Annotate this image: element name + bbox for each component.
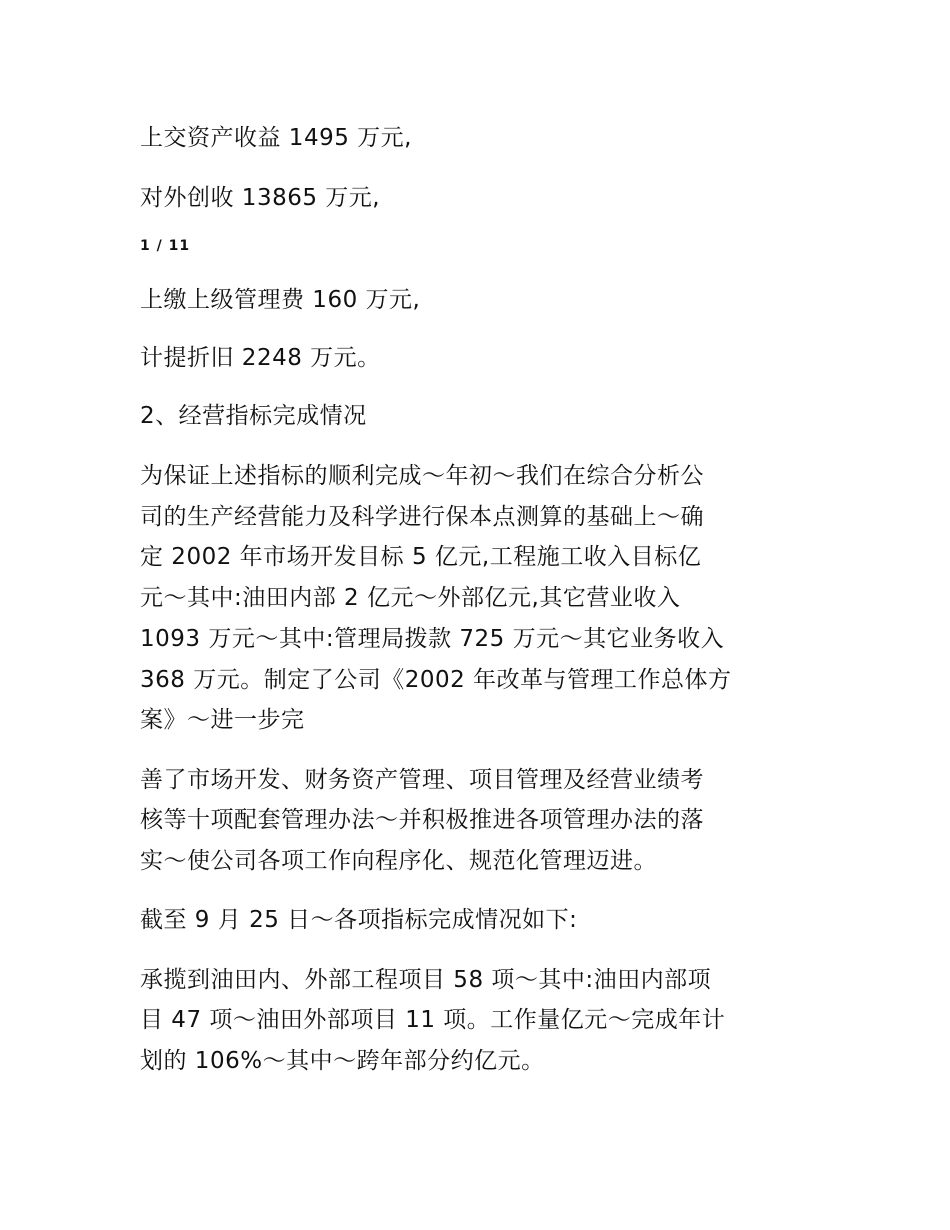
paragraph-line: 划的 106%～其中～跨年部分约亿元。 bbox=[140, 1048, 545, 1074]
paragraph-asset-income: 上交资产收益 1495 万元, bbox=[140, 125, 412, 151]
paragraph-management-fee: 上缴上级管理费 160 万元, bbox=[140, 287, 421, 313]
paragraph-line: 承揽到油田内、外部工程项目 58 项～其中:油田内部项 bbox=[140, 967, 712, 993]
paragraph-line: 善了市场开发、财务资产管理、项目管理及经营业绩考 bbox=[140, 767, 704, 793]
paragraph-line: 368 万元。制定了公司《2002 年改革与管理工作总体方 bbox=[140, 667, 732, 693]
paragraph-line: 元～其中:油田内部 2 亿元～外部亿元,其它营业收入 bbox=[140, 585, 681, 611]
paragraph-depreciation: 计提折旧 2248 万元。 bbox=[140, 345, 381, 371]
paragraph-line: 1093 万元～其中:管理局拨款 725 万元～其它业务收入 bbox=[140, 626, 725, 652]
paragraph-status-date: 截至 9 月 25 日～各项指标完成情况如下: bbox=[140, 907, 578, 933]
paragraph-line: 核等十项配套管理办法～并积极推进各项管理办法的落 bbox=[140, 807, 704, 833]
paragraph-line: 案》～进一步完 bbox=[140, 707, 305, 733]
paragraph-line: 司的生产经营能力及科学进行保本点测算的基础上～确 bbox=[140, 504, 704, 530]
page-number: 1 / 11 bbox=[140, 238, 191, 254]
paragraph-line: 定 2002 年市场开发目标 5 亿元,工程施工收入目标亿 bbox=[140, 544, 702, 570]
paragraph-line: 目 47 项～油田外部项目 11 项。工作量亿元～完成年计 bbox=[140, 1007, 726, 1033]
paragraph-line: 实～使公司各项工作向程序化、规范化管理迈进。 bbox=[140, 848, 657, 874]
section-heading: 2、经营指标完成情况 bbox=[140, 403, 367, 429]
paragraph-line: 为保证上述指标的顺利完成～年初～我们在综合分析公 bbox=[140, 463, 704, 489]
paragraph-external-revenue: 对外创收 13865 万元, bbox=[140, 185, 381, 211]
